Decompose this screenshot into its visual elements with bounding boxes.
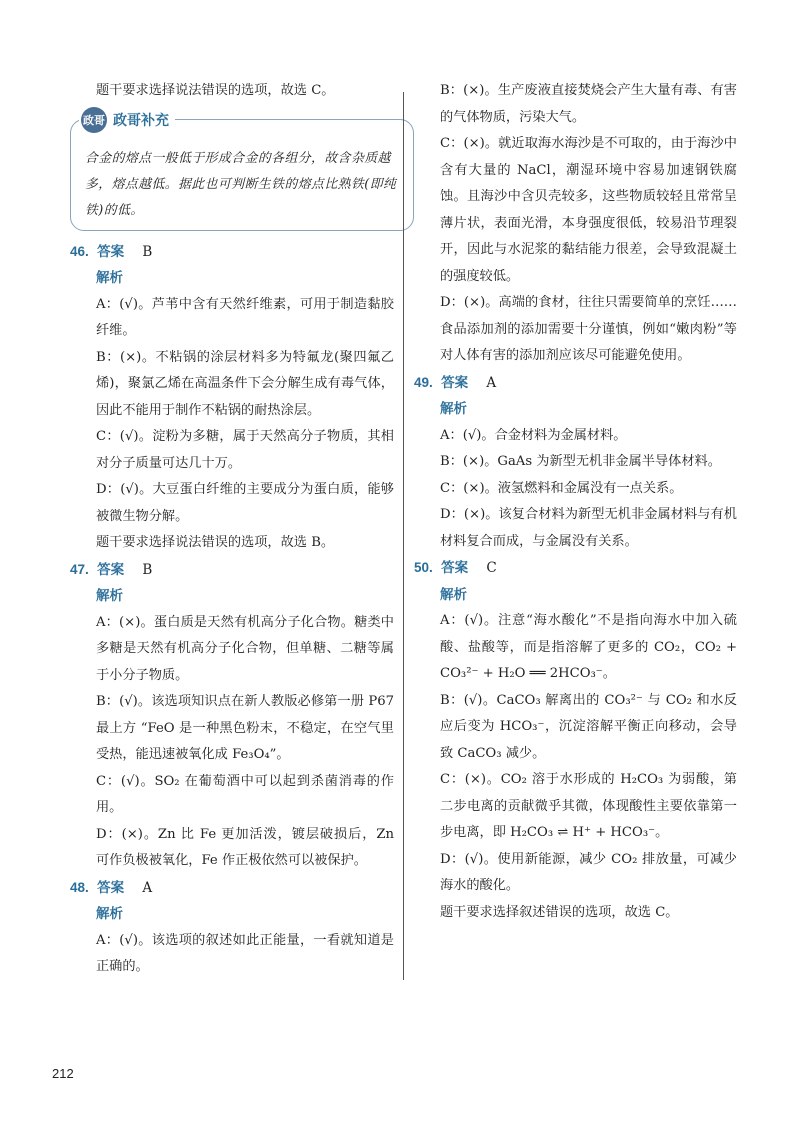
question-48	[70, 875, 394, 981]
column-divider	[403, 92, 404, 980]
answer-value: B	[142, 243, 153, 260]
question-49-header	[414, 370, 737, 397]
analysis-line: A：(√)。注意“海水酸化”不是指向海水中加入硫酸、盐酸等，而是指溶解了更多的 CO₂，CO₂ + CO₃²⁻ + H₂O ══ 2HCO₃⁻。	[440, 613, 737, 681]
analysis-line: A：(√)。芦苇中含有天然纤维素，可用于制造黏胶纤维。	[96, 296, 394, 338]
question-number: 50.	[414, 560, 433, 575]
analysis-line: B：(√)。该选项知识点在新人教版必修第一册 P67 最上方 “FeO 是一种黑色粉末，不稳定，在空气里受热，能迅速被氧化成 Fe₃O₄”。	[96, 694, 394, 762]
right-column	[414, 78, 737, 926]
answer-label: 答案	[441, 374, 469, 391]
answer-value: A	[486, 374, 497, 391]
analysis-line: C：(√)。SO₂ 在葡萄酒中可以起到杀菌消毒的作用。	[96, 773, 394, 815]
question-47-header	[70, 557, 394, 584]
conclusion-line: 题干要求选择叙述错误的选项，故选 C。	[440, 904, 679, 920]
answer-label: 答案	[441, 560, 469, 576]
tip-icon: 政哥	[81, 107, 107, 133]
analysis-line: D：(√)。大豆蛋白纤维的主要成分为蛋白质，能够被微生物分解。	[96, 482, 394, 524]
tip-title	[79, 107, 175, 133]
answer-label: 答案	[97, 561, 125, 578]
analysis-label: 解析	[96, 270, 123, 286]
page-number: 212	[52, 1066, 74, 1081]
question-48-header	[70, 875, 394, 902]
analysis-line: D：(×)。该复合材料为新型无机非金属材料与有机材料复合而成，与金属没有关系。	[440, 507, 737, 549]
question-number: 47.	[70, 561, 89, 577]
question-number: 48.	[70, 879, 89, 895]
analysis-label: 解析	[440, 401, 467, 417]
question-46	[70, 239, 394, 557]
analysis-line: A：(×)。蛋白质是天然有机高分子化合物。糖类中多糖是天然有机高分子化合物，但单糖、二糖等属于小分子物质。	[96, 614, 394, 683]
analysis-line: D：(×)。Zn 比 Fe 更加活泼，镀层破损后，Zn 可作负极被氧化，Fe 作正极依然可以被保护。	[96, 826, 394, 868]
answer-value: B	[142, 561, 153, 578]
answer-value: A	[142, 879, 153, 896]
question-47	[70, 557, 394, 875]
analysis-line: C：(×)。就近取海水海沙是不可取的，由于海沙中含有大量的 NaCl，潮湿环境中容易加速钢铁腐蚀。且海沙中含贝壳较多，这些物质较轻且常常呈薄片状，表面光滑，本身强度很低，较易沿节理裂开，因此与水泥浆的黏结能力很差，会导致混凝土的强度较低。	[440, 136, 737, 284]
question-50	[414, 555, 737, 926]
analysis-line: C：(×)。CO₂ 溶于水形成的 H₂CO₃ 为弱酸，第二步电离的贡献微乎其微，体现酸性主要依靠第一步电离，即 H₂CO₃ ⇌ H⁺ + HCO₃⁻。	[440, 772, 737, 840]
analysis-line: B：(×)。不粘锅的涂层材料多为特氟龙(聚四氟乙烯)，聚氯乙烯在高温条件下会分解生成有毒气体，因此不能用于制作不粘锅的耐热涂层。	[96, 349, 394, 418]
left-column	[70, 78, 397, 981]
analysis-line: D：(×)。高端的食材，往往只需要简单的烹饪……食品添加剂的添加需要十分谨慎，例如“嫩肉粉”等对人体有害的添加剂应该尽可能避免使用。	[440, 295, 737, 363]
tip-label: 政哥补充	[113, 112, 169, 129]
question-49	[414, 370, 737, 556]
answer-value: C	[486, 560, 497, 576]
analysis-line: B：(×)。GaAs 为新型无机非金属半导体材料。	[440, 454, 721, 469]
tip-box	[70, 112, 414, 231]
tip-text: 合金的熔点一般低于形成合金的各组分，故含杂质越多，熔点越低。据此也可判断生铁的熔点比熟铁(即纯铁)的低。	[85, 150, 397, 218]
analysis-label: 解析	[440, 586, 467, 603]
analysis-line: A：(√)。该选项的叙述如此正能量，一看就知道是正确的。	[96, 932, 394, 974]
analysis-line: B：(×)。生产废液直接焚烧会产生大量有毒、有害的气体物质，污染大气。	[440, 83, 737, 125]
question-50-header	[414, 555, 737, 582]
conclusion-line: 题干要求选择说法错误的选项，故选 B。	[96, 535, 335, 550]
analysis-line: B：(√)。CaCO₃ 解离出的 CO₃²⁻ 与 CO₂ 和水反应后变为 HCO₃⁻，沉淀溶解平衡正向移动，会导致 CaCO₃ 减少。	[440, 692, 737, 761]
question-number: 46.	[70, 243, 89, 259]
analysis-label: 解析	[96, 906, 123, 922]
question-46-header	[70, 239, 394, 266]
intro-line: 题干要求选择说法错误的选项，故选 C。	[96, 83, 335, 98]
analysis-line: C：(√)。淀粉为多糖，属于天然高分子物质，其相对分子质量可达几十万。	[96, 429, 394, 471]
analysis-line: C：(×)。液氢燃料和金属没有一点关系。	[440, 480, 683, 496]
analysis-line: A：(√)。合金材料为金属材料。	[440, 427, 627, 443]
analysis-label: 解析	[96, 588, 123, 604]
answer-label: 答案	[97, 879, 125, 896]
question-number: 49.	[414, 374, 433, 390]
answer-label: 答案	[97, 243, 125, 260]
analysis-line: D：(√)。使用新能源，减少 CO₂ 排放量，可减少海水的酸化。	[440, 851, 737, 893]
